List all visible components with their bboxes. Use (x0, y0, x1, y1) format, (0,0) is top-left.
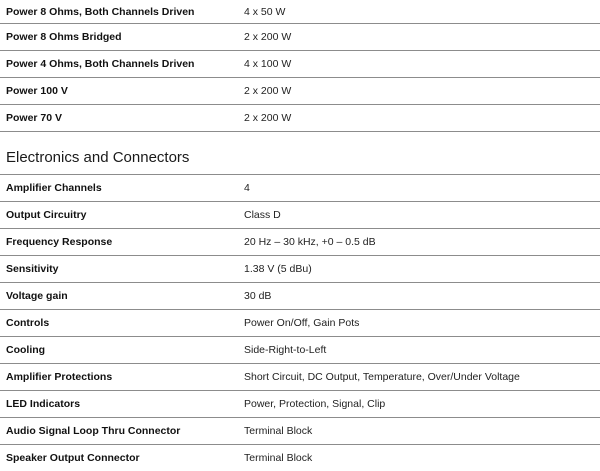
spec-value: 2 x 200 W (244, 31, 292, 43)
table-row (0, 256, 600, 283)
spec-label: Amplifier Protections (6, 371, 113, 383)
spec-label: LED Indicators (6, 398, 81, 410)
spec-label: Power 8 Ohms, Both Channels Driven (6, 5, 195, 18)
electronics-spec-table (0, 175, 600, 471)
spec-value: 2 x 200 W (244, 112, 292, 124)
spec-label: Frequency Response (6, 236, 113, 248)
spec-label: Voltage gain (6, 290, 68, 302)
table-row (0, 24, 600, 51)
table-row (0, 78, 600, 105)
table-row (0, 445, 600, 471)
spec-label: Power 100 V (6, 85, 68, 97)
spec-value: 1.38 V (5 dBu) (244, 263, 312, 275)
spec-label: Power 8 Ohms Bridged (6, 31, 122, 43)
table-row (0, 310, 600, 337)
table-row (0, 364, 600, 391)
power-spec-table (0, 0, 600, 132)
spec-value: 2 x 200 W (244, 85, 292, 97)
table-row (0, 283, 600, 310)
spec-label: Audio Signal Loop Thru Connector (6, 425, 181, 437)
table-row (0, 202, 600, 229)
table-row (0, 51, 600, 78)
spec-value: Power On/Off, Gain Pots (244, 317, 360, 329)
spec-value: 4 x 100 W (244, 58, 292, 70)
spec-label: Amplifier Channels (6, 182, 102, 194)
spec-value: Class D (244, 209, 281, 221)
spec-value: Terminal Block (244, 425, 313, 437)
spec-value: 30 dB (244, 290, 272, 302)
table-row (0, 418, 600, 445)
table-row (0, 229, 600, 256)
section-heading-electronics: Electronics and Connectors (0, 132, 600, 175)
table-row (0, 391, 600, 418)
spec-label: Cooling (6, 344, 46, 356)
spec-label: Sensitivity (6, 263, 59, 275)
spec-label: Controls (6, 317, 50, 329)
table-row (0, 105, 600, 132)
spec-value: Terminal Block (244, 452, 313, 464)
spec-value: Side-Right-to-Left (244, 344, 327, 356)
spec-value: Short Circuit, DC Output, Temperature, Over/Under Voltage (244, 371, 520, 383)
spec-value: 4 x 50 W (244, 5, 286, 18)
spec-label: Power 70 V (6, 112, 63, 124)
table-row (0, 175, 600, 202)
table-row (0, 337, 600, 364)
spec-label: Speaker Output Connector (6, 452, 140, 464)
spec-value: Power, Protection, Signal, Clip (244, 398, 386, 410)
spec-value: 20 Hz – 30 kHz, +0 – 0.5 dB (244, 236, 376, 248)
spec-label: Power 4 Ohms, Both Channels Driven (6, 58, 195, 70)
spec-label: Output Circuitry (6, 209, 87, 221)
table-row (0, 0, 600, 24)
spec-value: 4 (244, 182, 250, 194)
